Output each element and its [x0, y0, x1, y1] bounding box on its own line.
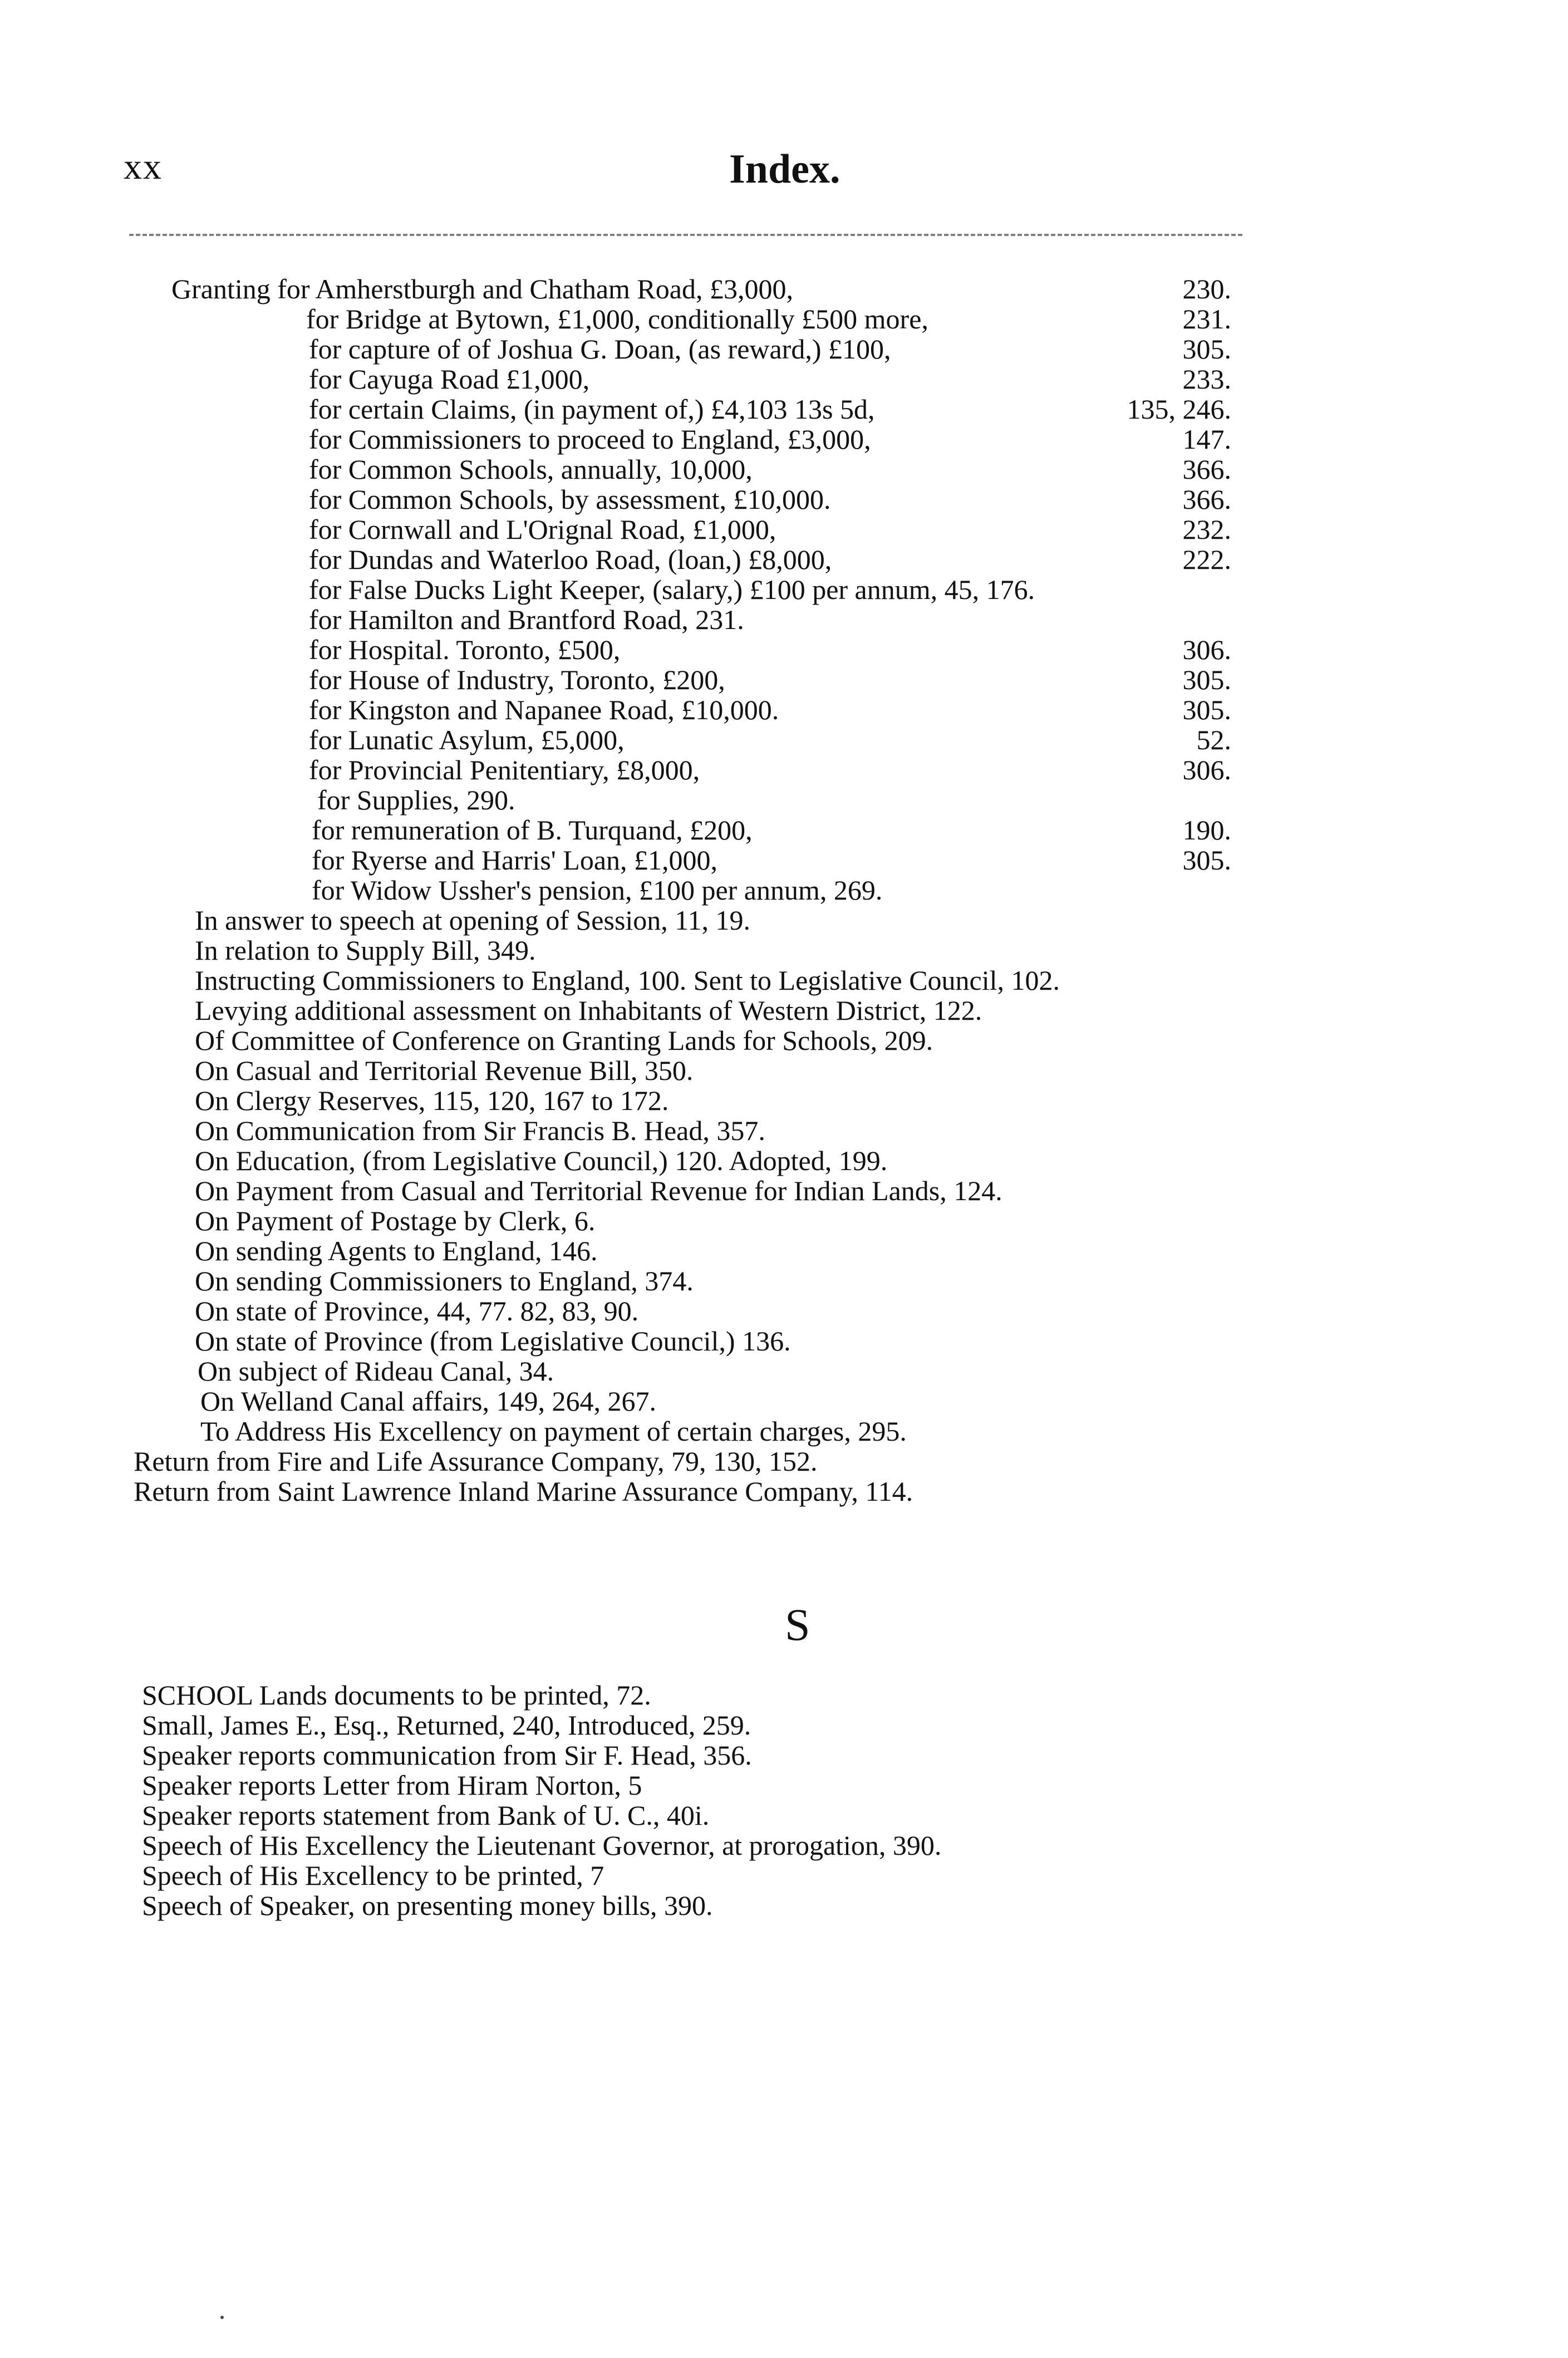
entry-page-ref: 147. [1182, 424, 1231, 455]
entry-text: for Bridge at Bytown, £1,000, conditionally £500 more, [306, 303, 928, 335]
entry-page-ref: 305. [1182, 664, 1231, 695]
index-entry [200, 1387, 656, 1415]
index-entry [309, 424, 1231, 455]
entry-text: Small, James E., Esq., Returned, 240, Introduced, 259. [142, 1709, 751, 1741]
entry-text: On Welland Canal affairs, 149, 264, 267. [200, 1386, 656, 1417]
index-entry [195, 1267, 694, 1295]
index-entry [309, 363, 1231, 395]
entry-page-ref: 306. [1182, 754, 1231, 785]
entry-text: for Dundas and Waterloo Road, (loan,) £8,000, [309, 544, 832, 575]
index-entry [200, 1417, 907, 1445]
entry-text: for certain Claims, (in payment of,) £4,103 13s 5d, [309, 394, 875, 425]
index-entry [195, 1026, 933, 1054]
index-entry [309, 754, 1231, 785]
entry-text: Granting for Amherstburgh and Chatham Road, £3,000, [171, 273, 793, 304]
index-entry [142, 1801, 709, 1829]
index-entry [134, 1447, 817, 1475]
entry-text: Speaker reports Letter from Hiram Norton, 5 [142, 1770, 642, 1801]
entry-page-ref: 190. [1182, 814, 1231, 846]
entry-text: On subject of Rideau Canal, 34. [198, 1355, 554, 1387]
page-title: Index. [729, 146, 840, 192]
index-entry [195, 1117, 765, 1144]
index-entry [309, 333, 1231, 365]
entry-text: for Cayuga Road £1,000, [309, 363, 590, 395]
index-entry [309, 576, 1035, 603]
entry-page-ref: 52. [1196, 724, 1231, 755]
entry-text: SCHOOL Lands documents to be printed, 72. [142, 1679, 651, 1711]
entry-text: Speech of His Excellency the Lieutenant Governor, at prorogation, 390. [142, 1830, 942, 1861]
entry-text: On Communication from Sir Francis B. Head, 357. [195, 1115, 765, 1146]
index-entry [142, 1711, 751, 1739]
index-entry [195, 966, 1060, 994]
entry-text: In relation to Supply Bill, 349. [195, 935, 536, 966]
index-entry [309, 544, 1231, 575]
entry-text: On Clergy Reserves, 115, 120, 167 to 172. [195, 1085, 669, 1116]
entry-text: for House of Industry, Toronto, £200, [309, 664, 725, 695]
index-entry [134, 1477, 913, 1505]
index-entry [306, 303, 1231, 335]
index-entry [309, 664, 1231, 695]
entry-page-ref: 135, 246. [1127, 394, 1231, 425]
index-entry [142, 1741, 752, 1769]
index-entry [195, 1237, 598, 1265]
index-entry [309, 634, 1231, 665]
entry-text: for Ryerse and Harris' Loan, £1,000, [312, 844, 718, 876]
entry-text: for Kingston and Napanee Road, £10,000. [309, 694, 779, 725]
entry-text: To Address His Excellency on payment of certain charges, 295. [200, 1416, 907, 1447]
index-entry [195, 1297, 638, 1325]
entry-text: On state of Province (from Legislative Council,) 136. [195, 1325, 791, 1357]
entry-text: On state of Province, 44, 77. 82, 83, 90. [195, 1295, 639, 1327]
entry-text: for Widow Ussher's pension, £100 per annum, 269. [312, 875, 883, 906]
page-folio: xx [124, 146, 163, 187]
entry-text: for Lunatic Asylum, £5,000, [309, 724, 625, 755]
index-entry [309, 514, 1231, 545]
index-entry [317, 786, 515, 814]
entry-page-ref: 233. [1182, 363, 1231, 395]
entry-text: for capture of of Joshua G. Doan, (as reward,) £100, [309, 333, 891, 365]
index-entry [195, 996, 982, 1024]
entry-text: Of Committee of Conference on Granting Lands for Schools, 209. [195, 1025, 933, 1056]
entry-text: Speaker reports communication from Sir F. Head, 356. [142, 1740, 752, 1771]
entry-text: On Education, (from Legislative Council,) 120. Adopted, 199. [195, 1145, 888, 1176]
index-entry [309, 606, 744, 633]
entry-text: for remuneration of B. Turquand, £200, [312, 814, 753, 846]
index-entry [195, 1147, 887, 1175]
print-speck [220, 2316, 224, 2319]
entry-text: for False Ducks Light Keeper, (salary,) £100 per annum, 45, 176. [309, 574, 1035, 605]
header-rule [129, 234, 1242, 236]
entry-text: for Hamilton and Brantford Road, 231. [309, 604, 744, 635]
entry-text: for Common Schools, by assessment, £10,000. [309, 484, 831, 515]
entry-page-ref: 305. [1182, 694, 1231, 725]
entry-text: Levying additional assessment on Inhabitants of Western District, 122. [195, 995, 982, 1026]
entry-page-ref: 366. [1182, 484, 1231, 515]
entry-text: Speech of Speaker, on presenting money bills, 390. [142, 1890, 713, 1921]
index-entry [195, 1057, 693, 1084]
entry-text: for Common Schools, annually, 10,000, [309, 454, 753, 485]
entry-text: Speech of His Excellency to be printed, 7 [142, 1860, 604, 1891]
index-entry [142, 1892, 713, 1919]
index-entry [309, 394, 1231, 425]
entry-page-ref: 305. [1182, 333, 1231, 365]
entry-text: Speaker reports statement from Bank of U. C., 40i. [142, 1800, 710, 1831]
entry-page-ref: 231. [1182, 303, 1231, 335]
index-entry [142, 1831, 941, 1859]
entry-page-ref: 366. [1182, 454, 1231, 485]
index-entry [142, 1771, 642, 1799]
entry-text: On sending Commissioners to England, 374. [195, 1265, 694, 1296]
entry-text: Return from Fire and Life Assurance Company, 79, 130, 152. [134, 1446, 818, 1477]
index-entry [195, 936, 535, 964]
entry-page-ref: 222. [1182, 544, 1231, 575]
entry-text: Instructing Commissioners to England, 100. Sent to Legislative Council, 102. [195, 965, 1060, 996]
index-entry [142, 1861, 604, 1889]
index-entry [309, 484, 1231, 515]
entry-text: for Commissioners to proceed to England, £3,000, [309, 424, 871, 455]
index-entry [309, 454, 1231, 485]
entry-page-ref: 306. [1182, 634, 1231, 665]
section-letter-s: S [785, 1599, 810, 1650]
index-entry [309, 694, 1231, 725]
index-entry [171, 273, 1231, 304]
index-entry [195, 1087, 669, 1114]
entry-text: In answer to speech at opening of Session, 11, 19. [195, 905, 750, 936]
index-entry [195, 906, 750, 934]
index-entry [198, 1357, 554, 1385]
entry-text: On Payment of Postage by Clerk, 6. [195, 1205, 596, 1236]
entry-text: On Payment from Casual and Territorial Revenue for Indian Lands, 124. [195, 1175, 1002, 1206]
index-entry [309, 724, 1231, 755]
entry-page-ref: 232. [1182, 514, 1231, 545]
entry-text: for Provincial Penitentiary, £8,000, [309, 754, 700, 785]
entry-page-ref: 230. [1182, 273, 1231, 304]
index-entry [195, 1207, 595, 1235]
index-entry [195, 1327, 791, 1355]
index-entry [312, 876, 882, 904]
entry-text: On Casual and Territorial Revenue Bill, 350. [195, 1055, 694, 1086]
index-entry [312, 814, 1231, 846]
entry-page-ref: 305. [1182, 844, 1231, 876]
entry-text: for Supplies, 290. [317, 784, 515, 816]
index-entry [142, 1681, 651, 1709]
entry-text: Return from Saint Lawrence Inland Marine Assurance Company, 114. [134, 1476, 913, 1507]
entry-text: On sending Agents to England, 146. [195, 1235, 598, 1266]
index-entry [312, 844, 1231, 876]
entry-text: for Cornwall and L'Orignal Road, £1,000, [309, 514, 776, 545]
entry-text: for Hospital. Toronto, £500, [309, 634, 621, 665]
index-entry [195, 1177, 1002, 1205]
